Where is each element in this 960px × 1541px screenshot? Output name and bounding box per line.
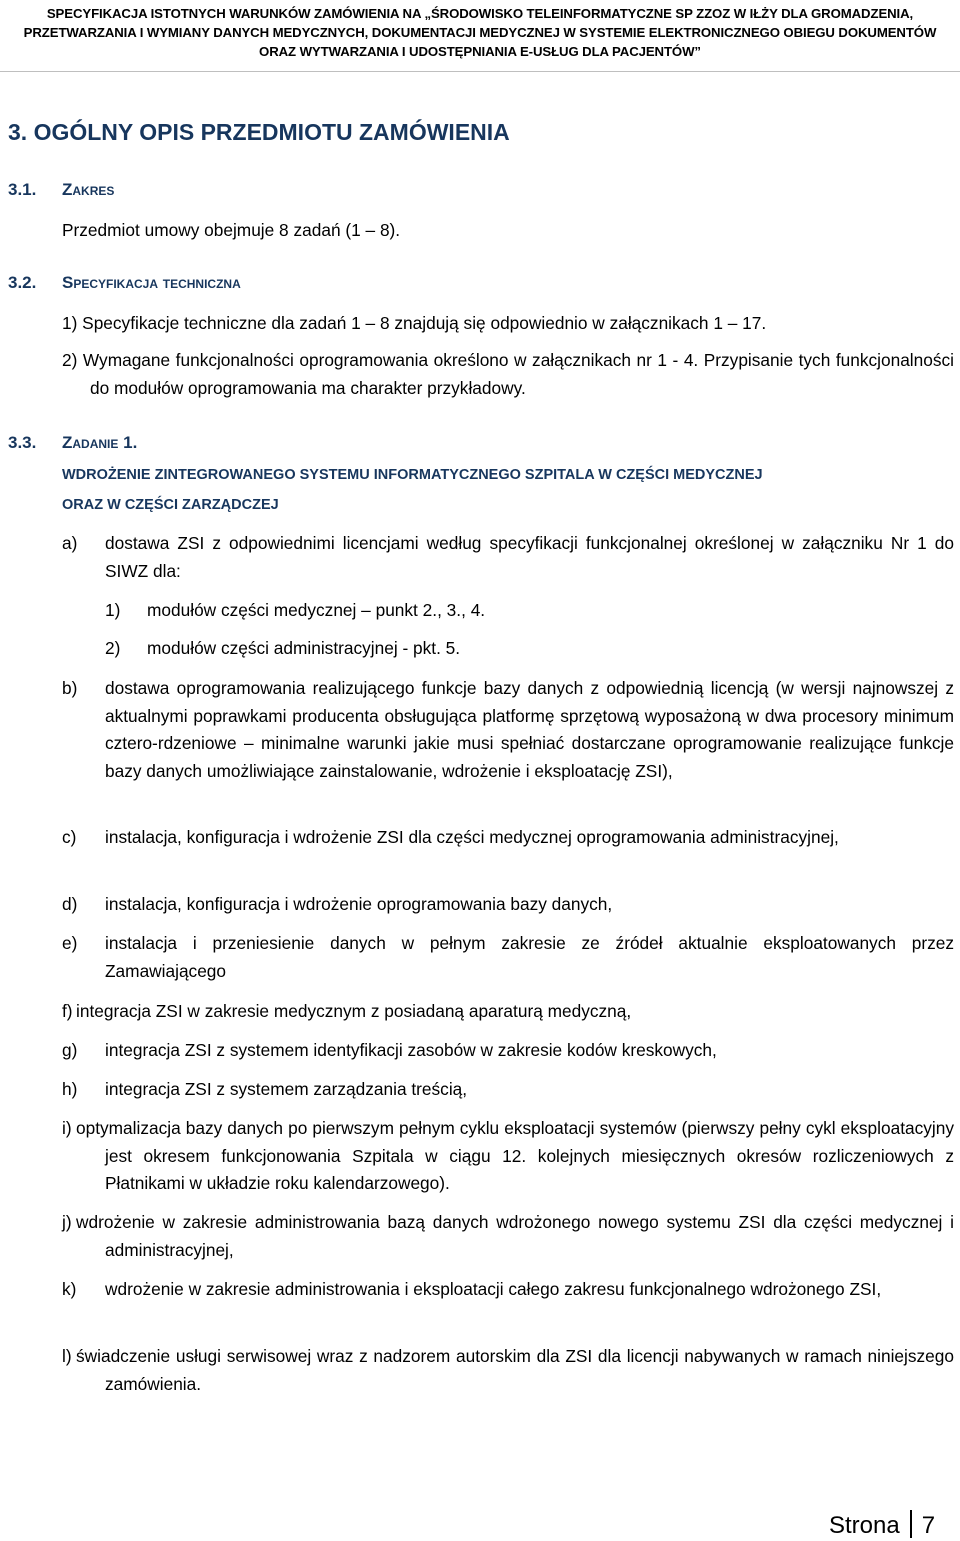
list-item-text: instalacja, konfiguracja i wdrożenie ZSI dla części medycznej oprogramowania administracyjnej, — [105, 827, 839, 847]
list-item-label: h) — [62, 1079, 78, 1099]
section-3-2-title: Specyfikacja techniczna — [62, 273, 241, 292]
list-item-text: dostawa ZSI z odpowiednimi licencjami według specyfikacji funkcjonalnej określonej w załączniku Nr 1 do SIWZ dla: — [105, 533, 954, 581]
section-3-3-title: Zadanie 1. — [62, 433, 138, 452]
list-item-label: g) — [62, 1040, 78, 1060]
header-line-3: ORAZ WYTWARZANIA I UDOSTĘPNIANIA E-USŁUG DLA PACJENTÓW” — [259, 44, 701, 59]
sub-item-text: modułów części medycznej – punkt 2., 3., 4. — [147, 600, 486, 620]
header-line-1: SPECYFIKACJA ISTOTNYCH WARUNKÓW ZAMÓWIENIA NA „ŚRODOWISKO TELEINFORMATYCZNE SP ZZOZ W IŁŻY DLA GROMADZENIA, — [46, 6, 914, 21]
list-item-text: wdrożenie w zakresie administrowania bazą danych wdrożonego nowego systemu ZSI dla części medycznej i administracyjnej, — [76, 1212, 954, 1260]
section-3-1-text: Przedmiot umowy obejmuje 8 zadań (1 – 8). — [62, 220, 401, 240]
list-item-label: a) — [62, 533, 78, 553]
section-3-title: 3. OGÓLNY OPIS PRZEDMIOTU ZAMÓWIENIA — [8, 119, 510, 145]
section-3-1-number: 3.1. — [8, 180, 37, 199]
page-number: 7 — [921, 1512, 936, 1539]
list-item-text: optymalizacja bazy danych po pierwszym pełnym cyklu eksploatacji systemów (pierwszy pełny cykl eksploatacyjny jest okresem funkcjonowania Szpitala w ciągu 12. kolejnych miesięcznych okresów rozliczeniowych z Płatnikami w układzie roku kalendarzowego). — [76, 1118, 954, 1193]
list-item-text: wdrożenie w zakresie administrowania i eksploatacji całego zakresu funkcjonalnego wdrożonego ZSI, — [105, 1279, 882, 1299]
list-item-text: dostawa oprogramowania realizującego funkcje bazy danych z odpowiednią licencją (w wersji najnowszej z aktualnymi poprawkami producenta obsługująca platformę sprzętową wyposażoną w dwa procesory minimum cztero-rdzeniowe – minimalne warunki jakie musi spełniać dostarczane oprogramowanie realizujące funkcje bazy danych umożliwiające zainstalowanie, wdrożenie i eksploatację ZSI), — [105, 678, 954, 781]
list-item-text: integracja ZSI z systemem identyfikacji zasobów w zakresie kodów kreskowych, — [105, 1040, 717, 1060]
list-item-label: b) — [62, 678, 78, 698]
section-3-2-item-1: 1) Specyfikacje techniczne dla zadań 1 – 8 znajdują się odpowiednio w załącznikach 1 – 17. — [62, 313, 767, 333]
sub-item-text: modułów części administracyjnej - pkt. 5. — [147, 638, 461, 658]
sub-item-label: 2) — [105, 638, 121, 658]
page-footer — [829, 1510, 935, 1540]
section-3-3-subtitle-line-2: ORAZ W CZĘŚCI ZARZĄDCZEJ — [62, 497, 279, 513]
list-item-text: instalacja, konfiguracja i wdrożenie oprogramowania bazy danych, — [105, 894, 613, 914]
list-item-label: f) — [62, 1001, 73, 1021]
header-line-2: PRZETWARZANIA I WYMIANY DANYCH MEDYCZNYCH, DOKUMENTACJI MEDYCZNEJ W SYSTEMIE ELEKTRONICZNEGO OBIEGU DOKUMENTÓW — [23, 25, 937, 40]
list-item-label: i) — [62, 1118, 72, 1138]
section-3-1-title: Zakres — [62, 180, 115, 199]
list-item-text: integracja ZSI w zakresie medycznym z posiadaną aparaturą medyczną, — [76, 1001, 632, 1021]
list-item-label: c) — [62, 827, 77, 847]
page-header — [0, 0, 960, 72]
list-item-text: integracja ZSI z systemem zarządzania treścią, — [105, 1079, 468, 1099]
list-item-label: k) — [62, 1279, 77, 1299]
list-item-text: instalacja i przeniesienie danych w pełnym zakresie ze źródeł aktualnie eksploatowanych przez Zamawiającego — [105, 933, 954, 981]
footer-divider — [910, 1510, 912, 1538]
section-3-3-subtitle-line-1: WDROŻENIE ZINTEGROWANEGO SYSTEMU INFORMATYCZNEGO SZPITALA W CZĘŚCI MEDYCZNEJ — [62, 467, 763, 483]
list-item-label: j) — [62, 1212, 72, 1232]
list-item-label: d) — [62, 894, 78, 914]
list-item-label: e) — [62, 933, 78, 953]
page-label: Strona — [829, 1512, 900, 1539]
section-3-2-number: 3.2. — [8, 273, 37, 292]
list-item-label: l) — [62, 1346, 72, 1366]
sub-item-label: 1) — [105, 600, 121, 620]
section-3-3-number: 3.3. — [8, 433, 37, 452]
section-3-2-item-2: 2) Wymagane funkcjonalności oprogramowania określono w załącznikach nr 1 - 4. Przypisanie tych funkcjonalności do modułów oprogramowania ma charakter przykładowy. — [62, 350, 954, 398]
list-item-text: świadczenie usługi serwisowej wraz z nadzorem autorskim dla ZSI dla licencji nabywanych w ramach niniejszego zamówienia. — [76, 1346, 954, 1394]
